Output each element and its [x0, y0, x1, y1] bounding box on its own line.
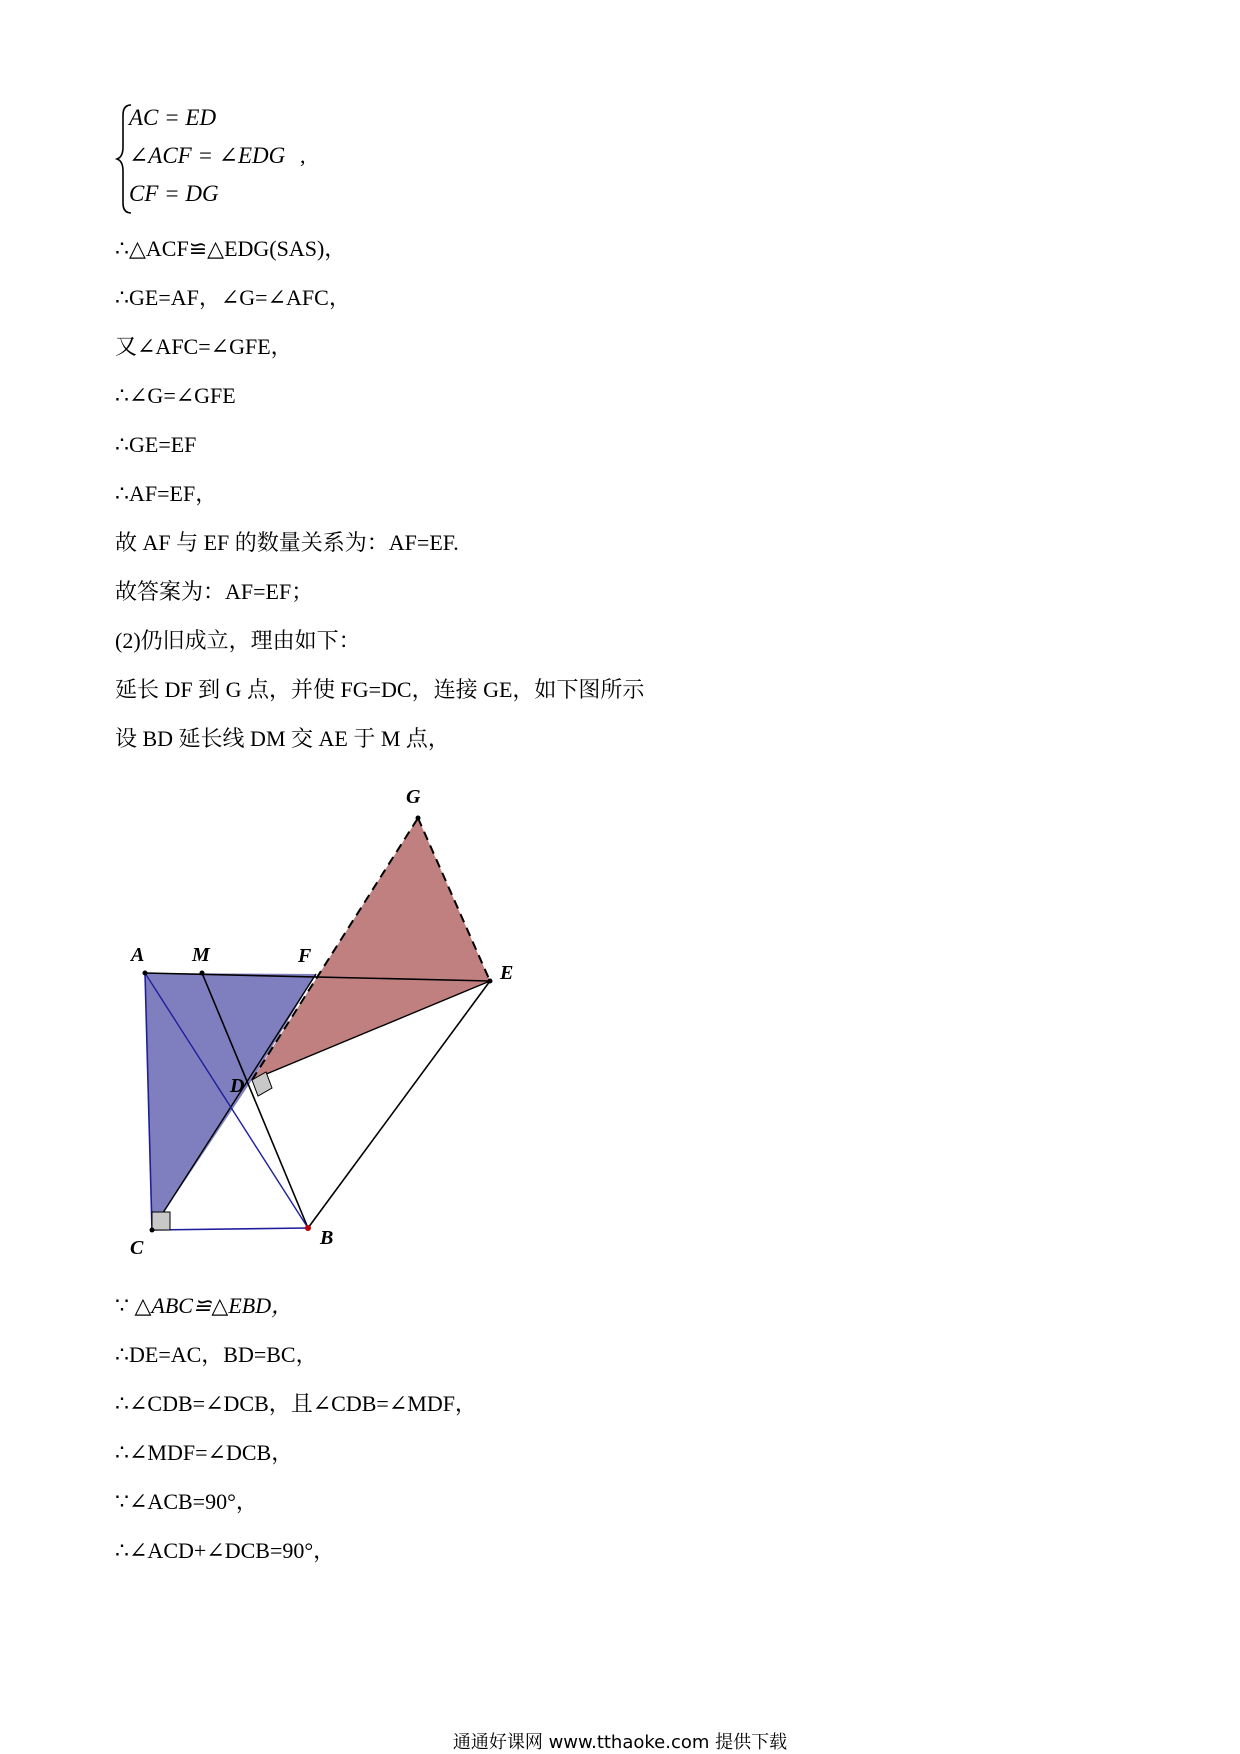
- proof-line-14: ∴∠MDF=∠DCB，: [115, 1440, 294, 1465]
- proof-line-13: ∴∠CDB=∠DCB，且∠CDB=∠MDF，: [115, 1391, 477, 1416]
- label-F: F: [298, 945, 312, 967]
- right-angle-mark-C: [152, 1212, 170, 1230]
- red-triangle-region: [252, 818, 490, 1080]
- proof-line-16: ∴∠ACD+∠DCB=90°，: [115, 1538, 336, 1563]
- because-symbol: ∵: [115, 1293, 129, 1318]
- proof-line-8: 故答案为：AF=EF；: [115, 579, 314, 604]
- proof-line-11: 设 BD 延长线 DM 交 AE 于 M 点，: [115, 726, 450, 751]
- equation-comma: ,: [300, 143, 306, 168]
- equation-row-1: AC = ED: [129, 105, 217, 130]
- point-E: [488, 979, 493, 984]
- proof-line-7: 故 AF 与 EF 的数量关系为：AF=EF.: [115, 530, 459, 555]
- proof-line-9: (2)仍旧成立，理由如下：: [115, 628, 361, 653]
- proof-line-3: 又∠AFC=∠GFE，: [115, 334, 293, 359]
- blue-triangle-region: [145, 973, 316, 1230]
- segment-CB: [152, 1228, 308, 1230]
- label-A: A: [131, 944, 145, 966]
- proof-line-2: ∴GE=AF，∠G=∠AFC，: [115, 285, 351, 310]
- label-E: E: [500, 962, 514, 984]
- because-text: △ABC≌△EBD，: [134, 1293, 294, 1318]
- point-C: [150, 1228, 155, 1233]
- proof-line-4: ∴∠G=∠GFE: [115, 383, 236, 408]
- proof-line-10: 延长 DF 到 G 点，并使 FG=DC，连接 GE，如下图所示: [115, 677, 645, 702]
- point-G: [416, 816, 421, 821]
- proof-line-15: ∵∠ACB=90°，: [115, 1489, 258, 1514]
- label-B: B: [320, 1227, 334, 1249]
- equation-system: [115, 101, 375, 217]
- label-M: M: [192, 944, 210, 966]
- label-G: G: [406, 786, 421, 808]
- proof-line-1: ∴△ACF≌△EDG(SAS)，: [115, 236, 347, 261]
- proof-line-because: [115, 1292, 293, 1320]
- equation-row-3: CF = DG: [129, 181, 219, 206]
- geometry-figure: [120, 775, 640, 1255]
- point-B: [305, 1225, 311, 1231]
- proof-line-6: ∴AF=EF，: [115, 481, 218, 506]
- label-D: D: [230, 1075, 245, 1097]
- proof-line-12: ∴DE=AC，BD=BC，: [115, 1342, 318, 1367]
- footer-source: 通通好课网 www.tthaoke.com 提供下载: [452, 1732, 788, 1753]
- point-A: [143, 971, 148, 976]
- equation-row-2: ∠ACF = ∠EDG: [129, 143, 286, 168]
- proof-line-5: ∴GE=EF: [115, 432, 197, 457]
- label-C: C: [130, 1237, 144, 1255]
- point-M: [200, 971, 205, 976]
